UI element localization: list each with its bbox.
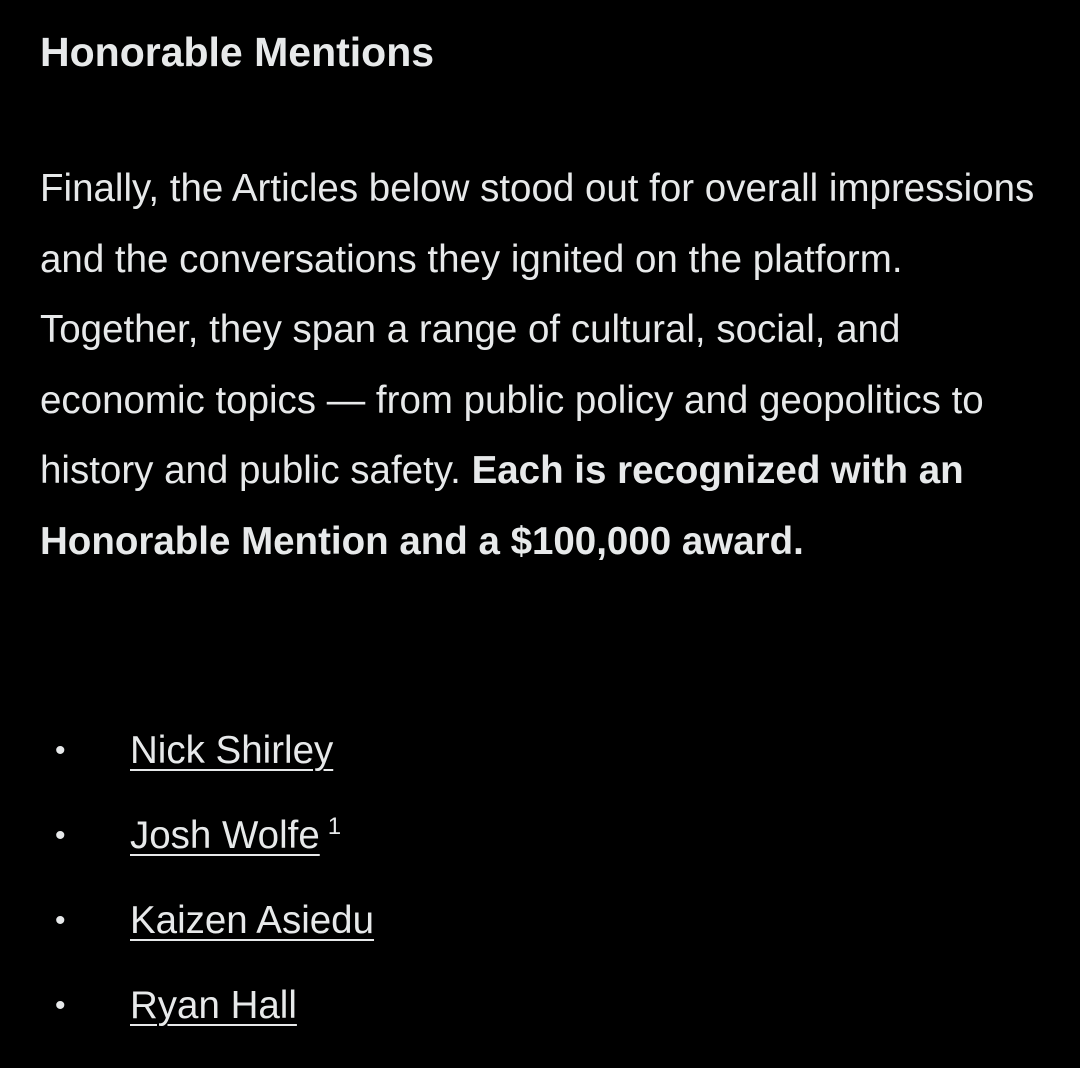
mention-link-ryan-hall[interactable]: Ryan Hall bbox=[130, 984, 297, 1027]
bullet-icon: • bbox=[55, 989, 66, 1022]
mention-link-nick-shirley[interactable]: Nick Shirley bbox=[130, 729, 334, 772]
bullet-icon: • bbox=[55, 734, 66, 767]
section-heading: Honorable Mentions bbox=[40, 29, 435, 75]
intro-paragraph bbox=[40, 154, 1040, 577]
bullet-icon: • bbox=[55, 904, 66, 937]
intro-text: Finally, the Articles below stood out for overall impressions and the conversations they ignited on the platform. Together, they span a range of cultural, social, and economic topics — from public policy and geopolitics to history and public safety. bbox=[40, 167, 1035, 492]
honorable-mentions-list bbox=[40, 720, 1040, 1060]
mention-link-josh-wolfe[interactable]: Josh Wolfe bbox=[130, 814, 320, 857]
list-item bbox=[40, 890, 1040, 975]
award-statement: Each is recognized with an Honorable Mention and a $100,000 award. bbox=[40, 449, 964, 563]
bullet-icon: • bbox=[55, 819, 66, 852]
mention-link-kaizen-asiedu[interactable]: Kaizen Asiedu bbox=[130, 899, 375, 942]
list-item bbox=[40, 975, 1040, 1060]
mention-item-josh-wolfe: Josh Wolfe $^1$ bbox=[130, 813, 342, 857]
list-item bbox=[40, 720, 1040, 805]
list-item bbox=[40, 805, 1040, 890]
